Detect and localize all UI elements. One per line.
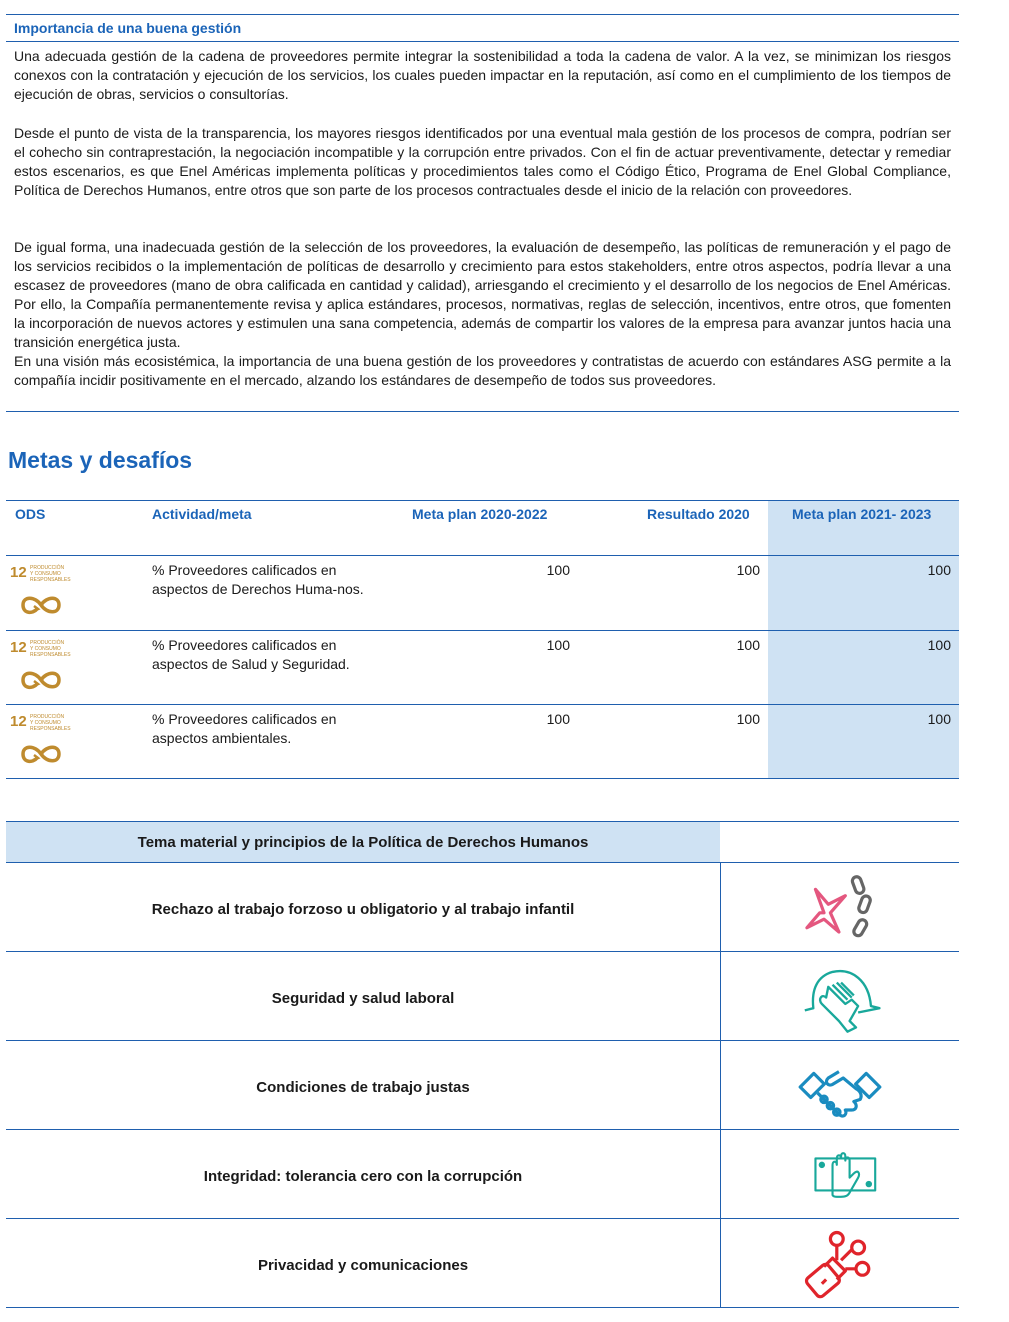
top-rule — [6, 14, 959, 15]
header-plan-2020-2022: Meta plan 2020-2022 — [412, 506, 548, 522]
header-ods: ODS — [15, 506, 46, 522]
hand-money-icon — [790, 1135, 890, 1215]
hr-row-rule — [6, 951, 959, 952]
sdg-label: PRODUCCIÓN Y CONSUMO RESPONSABLES — [30, 565, 71, 583]
goals-top-rule — [6, 500, 959, 501]
section-end-rule — [6, 411, 959, 412]
goals-bottom-rule — [6, 778, 959, 779]
plan-2021-2023-cell: 100 — [927, 637, 951, 653]
paragraph-1: Una adecuada gestión de la cadena de proveedores permite integrar la sostenibilidad a toda la cadena de valor. A la vez, se minimizan los riesgos conexos con la contratación y ejecución de los servicios, los cuales pueden impactar en la reputación, así como en el cumplimiento de los tiempos de ejecución de obras, servicios o consultorías. — [14, 48, 951, 102]
lock-network-icon — [790, 1224, 890, 1304]
result-2020-cell: 100 — [736, 711, 760, 727]
hr-row-label: Privacidad y comunicaciones — [257, 1257, 469, 1274]
title-rule — [6, 41, 959, 42]
goals-row-rule — [6, 630, 959, 631]
hr-row-rule — [6, 1218, 959, 1219]
result-2020-cell: 100 — [736, 562, 760, 578]
hr-row-rule — [6, 1307, 959, 1308]
hr-row-label: Seguridad y salud laboral — [271, 990, 455, 1007]
sdg-number: 12 — [10, 639, 27, 656]
plan-2020-2022-cell: 100 — [546, 711, 570, 727]
hr-row-label: Rechazo al trabajo forzoso u obligatorio y al trabajo infantil — [151, 901, 575, 918]
sdg-12-badge — [10, 639, 70, 699]
hr-row-label: Integridad: tolerancia cero con la corrupción — [203, 1168, 523, 1185]
header-activity: Actividad/meta — [152, 506, 252, 522]
activity-cell: % Proveedores calificados en aspectos de Salud y Seguridad. — [152, 637, 350, 672]
header-result-2020: Resultado 2020 — [647, 506, 750, 522]
paragraph-2: Desde el punto de vista de la transparencia, los mayores riesgos identificados por una eventual mala gestión de los procesos de compra, podrían ser el cohecho sin contraprestación, la negociación incompatible y la corrupción entre privados. Con el fin de actuar preventivamente, detectar y remediar estos escenarios, es que Enel Américas implementa políticas y procedimientos tales como el Código Ético, Programa de Enel Global Compliance, Política de Derechos Humanos, entre otros que son parte de los procesos contractuales desde el inicio de la relación con proveedores. — [14, 125, 951, 198]
hr-row-rule — [6, 1129, 959, 1130]
result-2020-cell: 100 — [736, 637, 760, 653]
hr-column-divider — [720, 863, 721, 1307]
hardhat-glove-icon — [790, 957, 890, 1037]
infinity-icon — [18, 741, 64, 767]
paragraph-4: En una visión más ecosistémica, la importancia de una buena gestión de los proveedores y contratistas de acuerdo con estándares ASG permite a la compañía incidir positivamente en el mercado, alzando los estándares de desempeño de todos sus proveedores. — [14, 353, 951, 388]
activity-cell: % Proveedores calificados en aspectos ambientales. — [152, 711, 337, 746]
plan-2020-2022-cell: 100 — [546, 637, 570, 653]
plan-2021-2023-cell: 100 — [927, 711, 951, 727]
sdg-label: PRODUCCIÓN Y CONSUMO RESPONSABLES — [30, 640, 71, 658]
sdg-12-badge — [10, 713, 70, 773]
goals-header-rule — [6, 555, 959, 556]
infinity-icon — [18, 667, 64, 693]
sdg-number: 12 — [10, 564, 27, 581]
plan-2020-2022-cell: 100 — [546, 562, 570, 578]
goals-row-rule — [6, 704, 959, 705]
sdg-label: PRODUCCIÓN Y CONSUMO RESPONSABLES — [30, 714, 71, 732]
handshake-icon — [790, 1046, 890, 1126]
plan-2021-2023-cell: 100 — [927, 562, 951, 578]
hr-row-rule — [6, 1040, 959, 1041]
header-plan-2021-2023: Meta plan 2021- 2023 — [792, 506, 932, 522]
goals-title: Metas y desafíos — [8, 447, 193, 473]
pinwheel-chain-icon — [790, 868, 890, 948]
section-title: Importancia de una buena gestión — [14, 20, 242, 36]
hr-header-rule — [6, 862, 959, 863]
infinity-icon — [18, 592, 64, 618]
hr-row-label: Condiciones de trabajo justas — [256, 1079, 470, 1096]
activity-cell: % Proveedores calificados en aspectos de Derechos Huma-nos. — [152, 562, 364, 597]
paragraph-3: De igual forma, una inadecuada gestión de la selección de los proveedores, la evaluación de desempeño, las políticas de remuneración y el pago de los servicios recibidos o la implementación de políticas de desarrollo y crecimiento para estos stakeholders, entre otros aspectos, podría llevar a una escasez de proveedores (mano de obra calificada en cantidad y calidad), arriesgando el crecimiento y el desarrollo de los negocios de Enel Américas. Por ello, la Compañía permanentemente revisa y aplica estándares, procesos, normativas, reglas de selección, incentivos, entre otros, que fomenten la incorporación de nuevos actores y estimulen una sana competencia, además de compartir los valores de la empresa para avanzar juntos hacia una transición energética justa. — [14, 239, 951, 350]
sdg-12-badge — [10, 564, 70, 624]
sdg-number: 12 — [10, 713, 27, 730]
hr-header-title: Tema material y principios de la Política de Derechos Humanos — [137, 834, 589, 851]
